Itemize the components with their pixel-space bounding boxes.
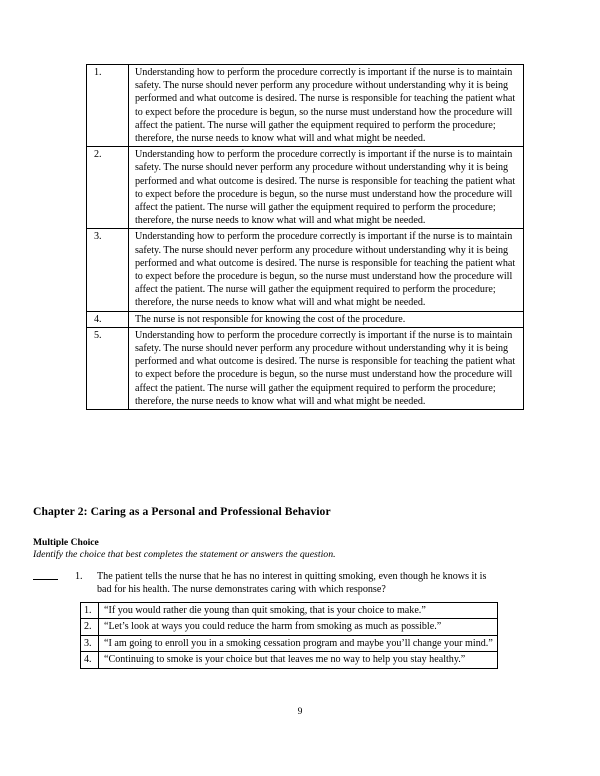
section-label-multiple-choice: Multiple Choice xyxy=(33,537,99,548)
rationale-row-text: Understanding how to perform the procedure correctly is important if the nurse is to maintain safety. The nurse should never perform any procedure without understanding why it is being performed and what outcome is desired. The nurse is responsible for teaching the patient what to expect before the procedure is begun, so the nurse must understand how the procedure will affect the patient. The nurse will gather the equipment required to perform the procedure; therefore, the nurse needs to know what will and what might be needed. xyxy=(129,327,524,409)
table-row[interactable] xyxy=(81,635,498,651)
choice-number: 1. xyxy=(81,603,99,619)
question-number: 1. xyxy=(75,571,83,582)
table-row xyxy=(87,327,524,409)
choices-table-body xyxy=(81,603,498,669)
rationale-row-number: 2. xyxy=(87,147,129,229)
table-row[interactable] xyxy=(81,603,498,619)
chapter-heading: Chapter 2: Caring as a Personal and Professional Behavior xyxy=(33,505,331,518)
table-row xyxy=(87,65,524,147)
table-row xyxy=(87,147,524,229)
page-number: 9 xyxy=(297,706,303,717)
answer-blank-line[interactable] xyxy=(33,579,58,580)
question-text: The patient tells the nurse that he has no interest in quitting smoking, even though he knows it is bad for his health. The nurse demonstrates caring with which response? xyxy=(97,571,487,596)
choice-text: “I am going to enroll you in a smoking cessation program and maybe you’ll change your mind.” xyxy=(99,635,498,651)
table-row xyxy=(87,311,524,327)
choice-text: “If you would rather die young than quit smoking, that is your choice to make.” xyxy=(99,603,498,619)
rationale-row-text: Understanding how to perform the procedure correctly is important if the nurse is to maintain safety. The nurse should never perform any procedure without understanding why it is being performed and what outcome is desired. The nurse is responsible for teaching the patient what to expect before the procedure is begun, so the nurse must understand how the procedure will affect the patient. The nurse will gather the equipment required to perform the procedure; therefore, the nurse needs to know what will and what might be needed. xyxy=(129,147,524,229)
question-row xyxy=(33,570,503,596)
rationale-row-text: The nurse is not responsible for knowing the cost of the procedure. xyxy=(129,311,524,327)
table-row[interactable] xyxy=(81,652,498,668)
rationale-row-number: 5. xyxy=(87,327,129,409)
question-block xyxy=(33,570,503,596)
rationale-row-number: 3. xyxy=(87,229,129,311)
rationale-row-text: Understanding how to perform the procedure correctly is important if the nurse is to maintain safety. The nurse should never perform any procedure without understanding why it is being performed and what outcome is desired. The nurse is responsible for teaching the patient what to expect before the procedure is begun, so the nurse must understand how the procedure will affect the patient. The nurse will gather the equipment required to perform the procedure; therefore, the nurse needs to know what will and what might be needed. xyxy=(129,229,524,311)
rationale-table-body xyxy=(87,65,524,410)
choice-number: 2. xyxy=(81,619,99,635)
rationale-table xyxy=(86,64,524,410)
table-row xyxy=(87,229,524,311)
rationale-row-text: Understanding how to perform the procedure correctly is important if the nurse is to maintain safety. The nurse should never perform any procedure without understanding why it is being performed and what outcome is desired. The nurse is responsible for teaching the patient what to expect before the procedure is begun, so the nurse must understand how the procedure will affect the patient. The nurse will gather the equipment required to perform the procedure; therefore, the nurse needs to know what will and what might be needed. xyxy=(129,65,524,147)
choices-table xyxy=(80,602,498,669)
choice-text: “Continuing to smoke is your choice but that leaves me no way to help you stay healthy.” xyxy=(99,652,498,668)
choice-number: 4. xyxy=(81,652,99,668)
table-row[interactable] xyxy=(81,619,498,635)
choice-number: 3. xyxy=(81,635,99,651)
rationale-row-number: 1. xyxy=(87,65,129,147)
rationale-row-number: 4. xyxy=(87,311,129,327)
section-instruction: Identify the choice that best completes the statement or answers the question. xyxy=(33,549,336,560)
choice-text: “Let’s look at ways you could reduce the harm from smoking as much as possible.” xyxy=(99,619,498,635)
